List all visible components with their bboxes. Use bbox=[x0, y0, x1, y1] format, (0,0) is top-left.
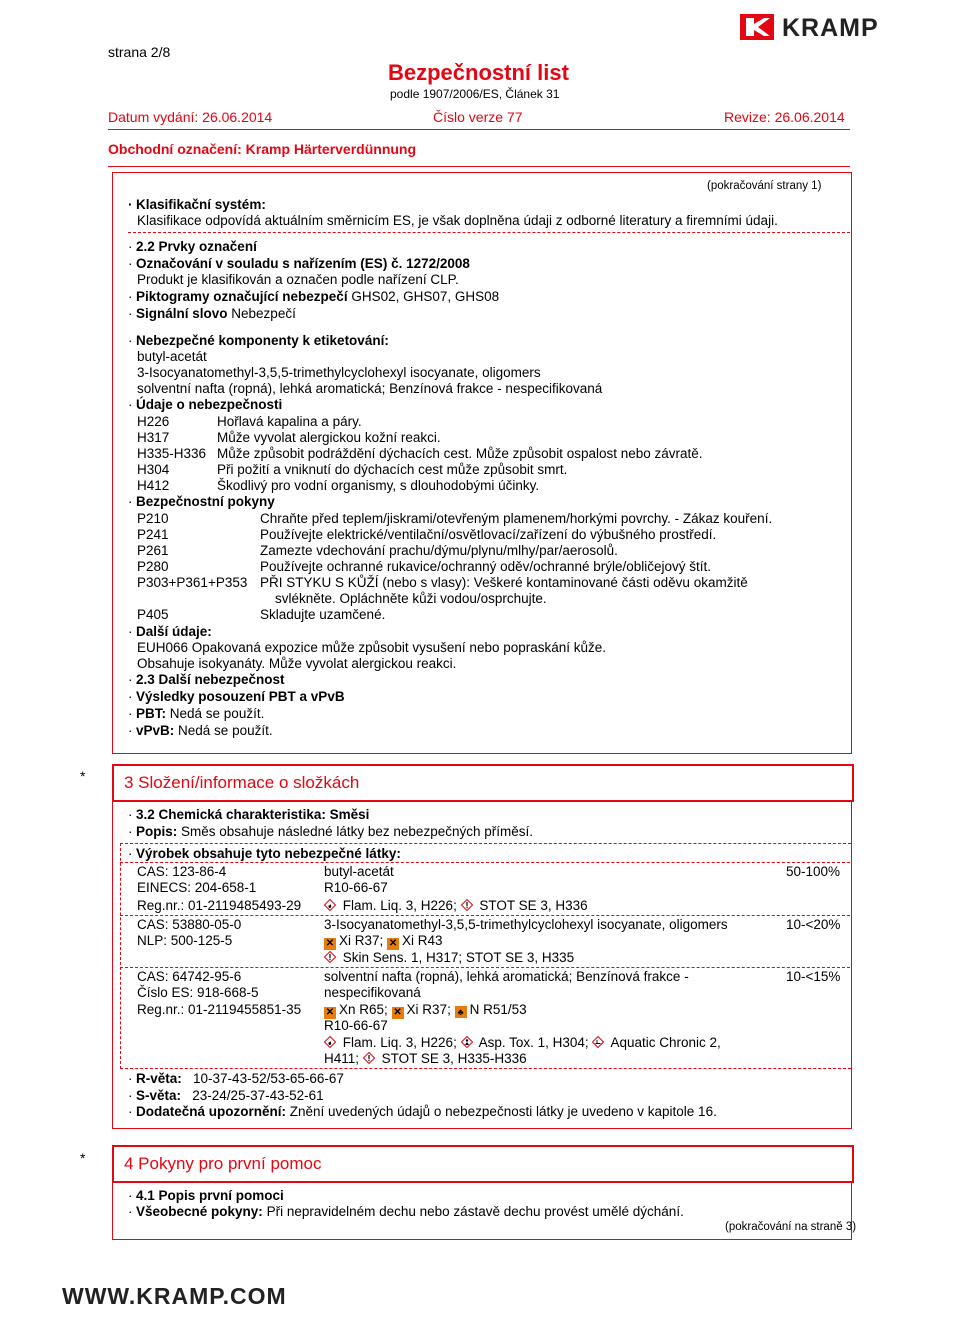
revision-marker: * bbox=[80, 768, 86, 784]
s-veta: · S-věta: 23-24/25-37-43-52-61 bbox=[128, 1088, 324, 1103]
euh-text: EUH066 Opakovaná expozice může způsobit vysušení nebo popraskání kůže. bbox=[137, 640, 607, 655]
substance-name: 3-Isocyanatomethyl-3,5,5-trimethylcyclohexyl isocyanate, oligomers bbox=[324, 917, 728, 932]
vyrobek-heading: · Výrobek obsahuje tyto nebezpečné látky: bbox=[128, 846, 401, 861]
h-text: Škodlivý pro vodní organismy, s dlouhodobými účinky. bbox=[217, 478, 540, 493]
pokyny-heading: · Bezpečnostní pokyny bbox=[128, 494, 275, 509]
prvky-oznaceni: · 2.2 Prvky označení bbox=[128, 239, 257, 254]
environment-icon bbox=[592, 1036, 604, 1048]
h-text: Může způsobit podráždění dýchacích cest. Může způsobit ospalost nebo závratě. bbox=[217, 446, 703, 461]
substance-id: EINECS: 204-658-1 bbox=[137, 880, 257, 895]
substance-id: Číslo ES: 918-668-5 bbox=[137, 985, 259, 1000]
trade-name: Obchodní označení: Kramp Härterverdünnung bbox=[108, 141, 417, 157]
chem-charakteristika: · 3.2 Chemická charakteristika: Směsi bbox=[128, 807, 370, 822]
h-text: Hořlavá kapalina a páry. bbox=[217, 414, 362, 429]
substance-classification: Flam. Liq. 3, H226; STOT SE 3, H336 bbox=[324, 898, 588, 913]
dodatecna-upozorneni: · Dodatečná upozornění: Znění uvedených údajů o nebezpečnosti látky je uvedeno v kapitole 16. bbox=[128, 1104, 717, 1119]
p-code: P405 bbox=[137, 607, 169, 622]
h-code: H317 bbox=[137, 430, 170, 445]
section-4-header bbox=[112, 1145, 854, 1183]
p-code: P210 bbox=[137, 511, 169, 526]
popis-prvni-pomoci: · 4.1 Popis první pomoci bbox=[128, 1188, 284, 1203]
substance-classification: H411; STOT SE 3, H335-H336 bbox=[324, 1051, 527, 1066]
substance-r-phrases: ✕ Xi R37; ✕ Xi R43 bbox=[325, 933, 443, 949]
p-text: Skladujte uzamčené. bbox=[260, 607, 386, 622]
section-3-title: 3 Složení/informace o složkách bbox=[124, 773, 360, 792]
komponenta: solventní nafta (ropná), lehká aromatická; Benzínová frakce - nespecifikovaná bbox=[137, 381, 603, 396]
substance-id: CAS: 53880-05-0 bbox=[137, 917, 242, 932]
flame-icon bbox=[324, 1036, 336, 1048]
header-divider bbox=[108, 129, 850, 130]
substance-classification: Skin Sens. 1, H317; STOT SE 3, H335 bbox=[324, 950, 574, 965]
substance-name: solventní nafta (ropná), lehká aromatická; Benzínová frakce - bbox=[324, 969, 689, 984]
dalsi-nebezpecnost: · 2.3 Další nebezpečnost bbox=[128, 672, 285, 687]
komponenta: butyl-acetát bbox=[137, 349, 207, 364]
environment-icon: ♣ bbox=[455, 1006, 467, 1018]
h-code: H304 bbox=[137, 462, 170, 477]
substance-r-phrases: R10-66-67 bbox=[324, 1018, 388, 1033]
substance-id: CAS: 123-86-4 bbox=[137, 864, 227, 879]
substance-r-phrases: R10-66-67 bbox=[324, 880, 388, 895]
h-code: H412 bbox=[137, 478, 170, 493]
health-hazard-icon bbox=[461, 1036, 473, 1048]
vseobecne-pokyny: · Všeobecné pokyny: Při nepravidelném dechu nebo zástavě dechu provést umělé dýchání. bbox=[128, 1204, 684, 1219]
p-code: P280 bbox=[137, 559, 169, 574]
p-text: PŘI STYKU S KŮŽÍ (nebo s vlasy): Veškeré kontaminované části oděvu okamžitě bbox=[260, 575, 748, 590]
continued-note: (pokračování strany 1) bbox=[707, 180, 822, 192]
irritant-icon: ✕ bbox=[393, 1007, 402, 1018]
revision-date: Revize: 26.06.2014 bbox=[724, 109, 845, 125]
oznacovani-heading: · Označování v souladu s nařízením (ES) č. 1272/2008 bbox=[128, 256, 470, 271]
p-text: Zamezte vdechování prachu/dýmu/plynu/mlhy/par/aerosolů. bbox=[260, 543, 618, 558]
p-code: P303+P361+P353 bbox=[137, 575, 248, 590]
substance-name: butyl-acetát bbox=[324, 864, 394, 879]
dalsi-udaje-heading: · Další údaje: bbox=[128, 624, 212, 639]
harmful-icon: ✕ bbox=[325, 1007, 335, 1018]
udaje-heading: · Údaje o nebezpečnosti bbox=[128, 397, 283, 412]
substance-percent: 10-<20% bbox=[786, 917, 841, 932]
h-text: Může vyvolat alergickou kožní reakci. bbox=[217, 430, 441, 445]
pbt-line: · PBT: Nedá se použít. bbox=[128, 706, 265, 721]
exclamation-icon bbox=[363, 1052, 375, 1064]
vpvb-line: · vPvB: Nedá se použít. bbox=[128, 723, 273, 738]
substance-percent: 50-100% bbox=[786, 864, 841, 879]
popis-line: · Popis: Směs obsahuje následné látky bez nebezpečných příměsí. bbox=[128, 824, 533, 839]
harmful-icon: ✕ bbox=[325, 938, 335, 949]
substance-name: nespecifikovaná bbox=[324, 985, 421, 1000]
substance-id: CAS: 64742-95-6 bbox=[137, 969, 242, 984]
substance-percent: 10-<15% bbox=[786, 969, 841, 984]
continued-next: (pokračování na straně 3) bbox=[725, 1221, 857, 1233]
flame-icon bbox=[324, 899, 336, 911]
dashed-divider bbox=[128, 232, 850, 233]
h-code: H226 bbox=[137, 414, 170, 429]
substance-classification: Flam. Liq. 3, H226; Asp. Tox. 1, H304; Aquatic Chronic 2, bbox=[324, 1035, 721, 1050]
section-3-header bbox=[112, 764, 854, 802]
p-text: Používejte ochranné rukavice/ochranný oděv/ochranné brýle/obličejový štít. bbox=[260, 559, 712, 574]
h-text: Při požití a vniknutí do dýchacích cest může způsobit smrt. bbox=[217, 462, 568, 477]
substance-id: Reg.nr.: 01-2119455851-35 bbox=[137, 1002, 302, 1017]
document-title: Bezpečnostní list bbox=[388, 60, 569, 85]
document-subtitle: podle 1907/2006/ES, Článek 31 bbox=[390, 87, 560, 101]
r-veta: · R-věta: 10-37-43-52/53-65-66-67 bbox=[128, 1071, 344, 1086]
page-number: strana 2/8 bbox=[108, 44, 171, 60]
version-number: Číslo verze 77 bbox=[433, 109, 523, 125]
section-4-title: 4 Pokyny pro první pomoc bbox=[124, 1154, 322, 1173]
substance-id: Reg.nr.: 01-2119485493-29 bbox=[137, 898, 302, 913]
kramp-logo bbox=[740, 14, 892, 43]
table-divider bbox=[120, 862, 850, 863]
footer-url[interactable]: WWW.KRAMP.COM bbox=[62, 1283, 287, 1309]
table-divider bbox=[120, 967, 850, 968]
obsahuje-text: Obsahuje isokyanáty. Může vyvolat alergickou reakci. bbox=[137, 656, 457, 671]
klasifikace-text: Klasifikace odpovídá aktuálním směrnicím ES, je však doplněna údaji z odborné literatury a firemními údaji. bbox=[137, 213, 778, 228]
exclamation-icon bbox=[461, 899, 473, 911]
komponenty-heading: · Nebezpečné komponenty k etiketování: bbox=[128, 333, 389, 348]
revision-marker: * bbox=[80, 1150, 86, 1166]
signalni-slovo: · Signální slovo Nebezpečí bbox=[128, 306, 296, 321]
pbt-heading: · Výsledky posouzení PBT a vPvB bbox=[128, 689, 345, 704]
piktogramy: · Piktogramy označující nebezpečí GHS02, GHS07, GHS08 bbox=[128, 289, 500, 304]
h-code: H335-H336 bbox=[137, 446, 207, 461]
substance-r-phrases: ✕ Xn R65; ✕ Xi R37; ♣ N R51/53 bbox=[325, 1002, 527, 1018]
p-text: Chraňte před teplem/jiskrami/otevřeným plamenem/horkými povrchy. - Zákaz kouření. bbox=[260, 511, 773, 526]
logo-text: KRAMP bbox=[782, 14, 879, 42]
table-divider bbox=[120, 915, 850, 916]
p-text: svlékněte. Opláchněte kůži vodou/osprchujte. bbox=[275, 591, 547, 606]
komponenta: 3-Isocyanatomethyl-3,5,5-trimethylcyclohexyl isocyanate, oligomers bbox=[137, 365, 541, 380]
p-code: P241 bbox=[137, 527, 169, 542]
header-divider-2 bbox=[108, 166, 850, 167]
substance-id: NLP: 500-125-5 bbox=[137, 933, 233, 948]
p-text: Používejte elektrické/ventilační/osvětlovací/zařízení do výbušného prostředí. bbox=[260, 527, 717, 542]
klasifikace-label: · Klasifikační systém: bbox=[128, 197, 266, 212]
p-code: P261 bbox=[137, 543, 169, 558]
issue-date: Datum vydání: 26.06.2014 bbox=[108, 109, 273, 125]
irritant-icon: ✕ bbox=[388, 938, 398, 949]
produkt-text: Produkt je klasifikován a označen podle nařízení CLP. bbox=[137, 272, 459, 287]
exclamation-icon bbox=[324, 951, 336, 963]
